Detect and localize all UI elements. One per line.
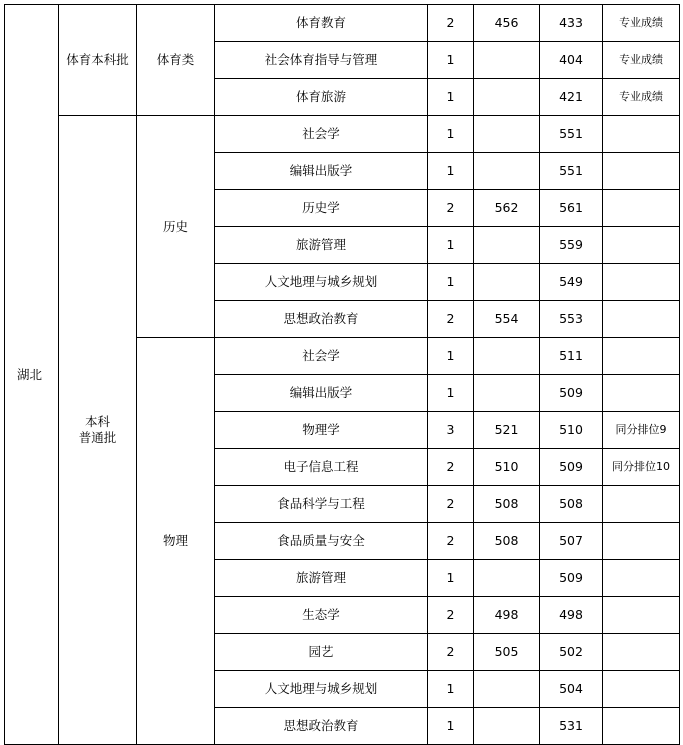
major-name-cell: 生态学 [215, 597, 428, 634]
note-cell: 专业成绩 [603, 79, 680, 116]
plan-count-cell: 1 [428, 264, 474, 301]
min-score-cell: 551 [540, 116, 603, 153]
plan-count-cell: 1 [428, 116, 474, 153]
note-cell: 专业成绩 [603, 5, 680, 42]
major-name-cell: 电子信息工程 [215, 449, 428, 486]
major-name-cell: 旅游管理 [215, 227, 428, 264]
note-cell [603, 227, 680, 264]
note-cell [603, 190, 680, 227]
max-score-cell: 498 [474, 597, 540, 634]
note-cell [603, 523, 680, 560]
major-name-cell: 人文地理与城乡规划 [215, 671, 428, 708]
max-score-cell [474, 671, 540, 708]
plan-count-cell: 1 [428, 338, 474, 375]
min-score-cell: 509 [540, 375, 603, 412]
plan-count-cell: 2 [428, 486, 474, 523]
min-score-cell: 531 [540, 708, 603, 745]
batch-name-line1: 本科 [84, 414, 110, 429]
batch-cell [59, 116, 137, 745]
major-name-cell: 编辑出版学 [215, 375, 428, 412]
major-name-cell: 物理学 [215, 412, 428, 449]
max-score-cell [474, 42, 540, 79]
max-score-cell [474, 560, 540, 597]
category-cell: 历史 [137, 116, 215, 338]
major-name-cell: 旅游管理 [215, 560, 428, 597]
note-cell [603, 708, 680, 745]
batch-name-line2: 普通批 [78, 430, 117, 445]
plan-count-cell: 1 [428, 375, 474, 412]
max-score-cell: 456 [474, 5, 540, 42]
major-name-cell: 社会学 [215, 116, 428, 153]
min-score-cell: 509 [540, 449, 603, 486]
max-score-cell: 510 [474, 449, 540, 486]
min-score-cell: 549 [540, 264, 603, 301]
min-score-cell: 511 [540, 338, 603, 375]
min-score-cell: 551 [540, 153, 603, 190]
plan-count-cell: 2 [428, 449, 474, 486]
max-score-cell [474, 264, 540, 301]
table-row [5, 116, 680, 153]
max-score-cell: 562 [474, 190, 540, 227]
note-cell [603, 486, 680, 523]
plan-count-cell: 1 [428, 153, 474, 190]
max-score-cell [474, 116, 540, 153]
plan-count-cell: 2 [428, 634, 474, 671]
note-cell [603, 597, 680, 634]
min-score-cell: 508 [540, 486, 603, 523]
min-score-cell: 553 [540, 301, 603, 338]
category-cell: 物理 [137, 338, 215, 745]
plan-count-cell: 2 [428, 301, 474, 338]
max-score-cell [474, 375, 540, 412]
major-name-cell: 思想政治教育 [215, 708, 428, 745]
min-score-cell: 404 [540, 42, 603, 79]
major-name-cell: 社会学 [215, 338, 428, 375]
min-score-cell: 504 [540, 671, 603, 708]
max-score-cell [474, 708, 540, 745]
province-cell: 湖北 [5, 5, 59, 745]
major-name-cell: 园艺 [215, 634, 428, 671]
plan-count-cell: 2 [428, 597, 474, 634]
plan-count-cell: 2 [428, 190, 474, 227]
max-score-cell [474, 227, 540, 264]
table-row [5, 5, 680, 42]
max-score-cell [474, 338, 540, 375]
min-score-cell: 433 [540, 5, 603, 42]
max-score-cell: 505 [474, 634, 540, 671]
note-cell [603, 153, 680, 190]
min-score-cell: 507 [540, 523, 603, 560]
major-name-cell: 食品质量与安全 [215, 523, 428, 560]
min-score-cell: 561 [540, 190, 603, 227]
plan-count-cell: 1 [428, 79, 474, 116]
max-score-cell: 554 [474, 301, 540, 338]
max-score-cell [474, 153, 540, 190]
max-score-cell: 508 [474, 486, 540, 523]
note-cell: 专业成绩 [603, 42, 680, 79]
max-score-cell: 508 [474, 523, 540, 560]
plan-count-cell: 1 [428, 708, 474, 745]
max-score-cell: 521 [474, 412, 540, 449]
max-score-cell [474, 79, 540, 116]
min-score-cell: 559 [540, 227, 603, 264]
note-cell [603, 634, 680, 671]
min-score-cell: 509 [540, 560, 603, 597]
note-cell [603, 301, 680, 338]
note-cell [603, 375, 680, 412]
plan-count-cell: 1 [428, 227, 474, 264]
major-name-cell: 体育教育 [215, 5, 428, 42]
plan-count-cell: 2 [428, 5, 474, 42]
plan-count-cell: 3 [428, 412, 474, 449]
note-cell [603, 338, 680, 375]
plan-count-cell: 2 [428, 523, 474, 560]
major-name-cell: 食品科学与工程 [215, 486, 428, 523]
plan-count-cell: 1 [428, 560, 474, 597]
major-name-cell: 历史学 [215, 190, 428, 227]
admission-scores-table [4, 4, 680, 745]
major-name-cell: 社会体育指导与管理 [215, 42, 428, 79]
major-name-cell: 体育旅游 [215, 79, 428, 116]
plan-count-cell: 1 [428, 42, 474, 79]
note-cell: 同分排位10 [603, 449, 680, 486]
major-name-cell: 思想政治教育 [215, 301, 428, 338]
note-cell: 同分排位9 [603, 412, 680, 449]
plan-count-cell: 1 [428, 671, 474, 708]
batch-cell: 体育本科批 [59, 5, 137, 116]
note-cell [603, 671, 680, 708]
note-cell [603, 560, 680, 597]
min-score-cell: 510 [540, 412, 603, 449]
major-name-cell: 编辑出版学 [215, 153, 428, 190]
min-score-cell: 502 [540, 634, 603, 671]
category-cell: 体育类 [137, 5, 215, 116]
note-cell [603, 116, 680, 153]
min-score-cell: 498 [540, 597, 603, 634]
major-name-cell: 人文地理与城乡规划 [215, 264, 428, 301]
min-score-cell: 421 [540, 79, 603, 116]
note-cell [603, 264, 680, 301]
